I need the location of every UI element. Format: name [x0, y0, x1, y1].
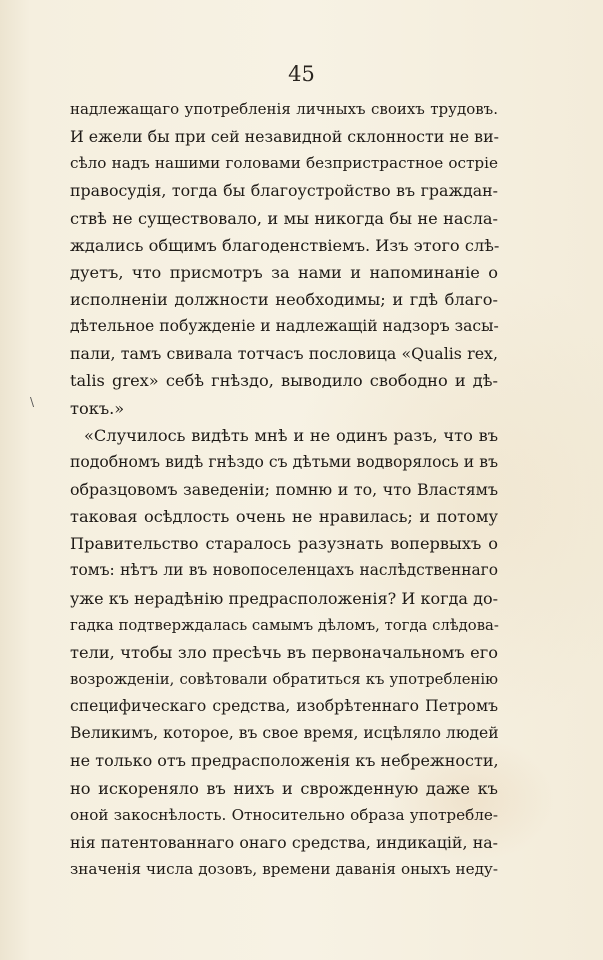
text-line: дѣтельное побужденіе и надлежащій надзоръ засы-	[70, 317, 499, 336]
text-line: таковая осѣдлость очень не нравилась; и потому	[70, 507, 498, 527]
text-line: образцовомъ заведеніи; помню и то, что Властямъ	[70, 479, 498, 499]
text-line: токъ.»	[70, 398, 125, 418]
text-line: подобномъ видѣ гнѣздо съ дѣтьми водворялось и въ	[70, 452, 498, 471]
text-line: но искореняло въ нихъ и сврожденную даже къ	[70, 778, 498, 798]
text-line: пали, тамъ свивала тотчасъ пословица «Qualis rex,	[70, 344, 498, 364]
text-line: ждались общимъ благоденствіемъ. Изъ этого слѣ-	[70, 235, 500, 255]
text-line: уже къ нерадѣнію предрасположенія? И когда до-	[70, 588, 498, 608]
text-line: возрожденіи, совѣтовали обратиться къ употребленію	[70, 670, 498, 688]
text-line: специфическаго средства, изобрѣтеннаго Петромъ	[70, 697, 498, 716]
margin-mark: \	[30, 395, 35, 409]
text-line: исполненіи должности необходимы; и гдѣ благо-	[70, 289, 498, 309]
text-line: сѣло надъ нашими головами безпристрастное остріе	[70, 154, 498, 173]
text-line: И ежели бы при сей незавидной склонности не ви-	[70, 127, 499, 147]
page-number: 45	[288, 62, 315, 86]
body-text	[70, 96, 498, 883]
text-line: томъ: нѣтъ ли въ новопоселенцахъ наслѣдственнаго	[70, 561, 498, 580]
text-line: оной закоснѣлость. Относительно образа употребле-	[70, 805, 498, 824]
text-line: нія патентованнаго онаго средства, индикацій, на-	[70, 832, 498, 852]
text-line: значенія числа дозовъ, времени даванія оныхъ неду-	[70, 859, 498, 878]
text-line: Правительство старалось разузнать вопервыхъ о	[70, 534, 498, 554]
text-line: ствѣ не существовало, и мы никогда бы не насла-	[70, 208, 498, 228]
text-line: дуетъ, что присмотръ за нами и напоминаніе о	[70, 262, 498, 282]
text-line: не только отъ предрасположенія къ небрежности,	[70, 751, 499, 771]
text-line: «Случилось видѣть мнѣ и не одинъ разъ, что въ	[84, 425, 498, 445]
text-line: надлежащаго употребленія личныхъ своихъ трудовъ.	[70, 100, 498, 118]
text-line: talis grex» себѣ гнѣздо, выводило свободно и дѣ-	[70, 371, 498, 391]
text-line: Великимъ, которое, въ свое время, исцѣляло людей	[70, 724, 499, 743]
text-line: правосудія, тогда бы благоустройство въ граждан-	[70, 181, 498, 201]
text-line: гадка подтверждалась самымъ дѣломъ, тогда слѣдова-	[70, 616, 499, 634]
text-line: тели, чтобы зло пресѣчь въ первоначальномъ его	[70, 642, 498, 662]
